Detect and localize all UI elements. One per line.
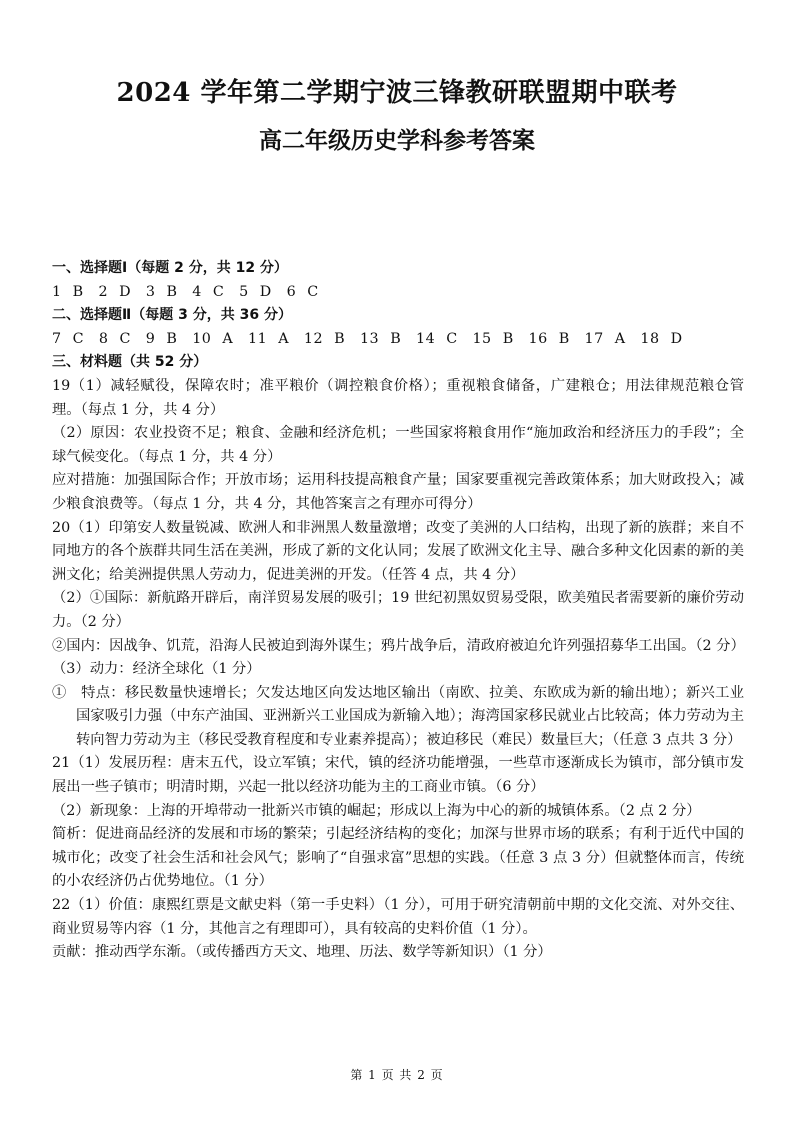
q20-part3-features: ① 特点：移民数量快速增长；欠发达地区向发达地区输出（南欧、拉美、东欧成为新的输出地）；新兴工业国家吸引力强（中东产油国、亚洲新兴工业国成为新输入地）；海湾国家移民就业占比较高；体力劳动为主转向智力劳动为主（移民受教育程度和专业素养提高）；被迫移民（难民）数量巨大；（任意 3 点共 3 分）: [52, 684, 744, 748]
section-3-heading: 三、材料题（共 52 分）: [52, 354, 208, 371]
q21-part2-phenomenon: （2）新现象：上海的开埠带动一批新兴市镇的崛起；形成以上海为中心的新的城镇体系。（2 点 2 分）: [52, 802, 701, 819]
q19-part2-measures: 应对措施：加强国际合作；开放市场；运用科技提高粮食产量；国家要重视完善政策体系；加大财政投入；减少粮食浪费等。（每点 1 分，共 4 分，其他答案言之有理亦可得分）: [52, 472, 744, 512]
q22-part1-contribution: 贡献：推动西学东渐。（或传播西方天文、地理、历法、数学等新知识）（1 分）: [52, 944, 552, 961]
q20-part2-international: （2）①国际：新航路开辟后，南洋贸易发展的吸引；19 世纪初黑奴贸易受限，欧美殖民者需要新的廉价劳动力。（2 分）: [52, 590, 744, 630]
q22-part1-value: 22（1）价值：康熙红票是文献史料（第一手史料）（1 分），可用于研究清朝前中期的文化交流、对外交往、商业贸易等内容（1 分，其他言之有理即可），具有较高的史料价值（1 分）。: [52, 897, 744, 937]
page-number: 第 1 页 共 2 页: [350, 1068, 444, 1082]
q20-part2-domestic: ②国内：因战争、饥荒，沿海人民被迫到海外谋生；鸦片战争后，清政府被迫允许列强招募华工出国。（2 分）: [52, 637, 745, 654]
section-1-heading: 一、选择题Ⅰ（每题 2 分，共 12 分）: [52, 260, 288, 276]
q21-part1: 21（1）发展历程：唐末五代，设立军镇；宋代，镇的经济功能增强，一些草市逐渐成长为镇市，部分镇市发展出一些子镇市；明清时期，兴起一批以经济功能为主的工商业市镇。（6 分）: [52, 755, 744, 796]
section-1-answers: 1 B 2 D 3 B 4 C 5 D 6 C: [52, 283, 319, 300]
exam-title: 2024 学年第二学期宁波三锋教研联盟期中联考: [116, 78, 678, 108]
exam-subtitle: 高二年级历史学科参考答案: [259, 127, 535, 154]
q19-part1: 19（1）减轻赋役，保障农时；准平粮价（调控粮食价格）；重视粮食储备，广建粮仓；用法律规范粮仓管理。（每点 1 分，共 4 分）: [52, 377, 744, 418]
q20-part1: 20（1）印第安人数量锐减、欧洲人和非洲黑人数量激增；改变了美洲的人口结构，出现了新的族群；来自不同地方的各个族群共同生活在美洲，形成了新的文化认同；发展了欧洲文化主导、融合多种文化因素的新的美洲文化；给美洲提供黑人劳动力，促进美洲的开发。（任答 4 点，共 4 分）: [52, 519, 744, 583]
q19-part2-reasons: （2）原因：农业投资不足；粮食、金融和经济危机；一些国家将粮食用作“施加政治和经济压力的手段”；全球气候变化。（每点 1 分，共 4 分）: [52, 425, 744, 465]
section-2-answers: 7 C 8 C 9 B 10 A 11 A 12 B 13 B 14 C 15 B 16 B 17 A 18 D: [52, 330, 683, 347]
section-2-heading: 二、选择题Ⅱ（每题 3 分，共 36 分）: [52, 307, 292, 324]
q21-part2-analysis: 简析：促进商品经济的发展和市场的繁荣；引起经济结构的变化；加深与世界市场的联系；有利于近代中国的城市化；改变了社会生活和社会风气；影响了“自强求富”思想的实践。（任意 3 点 3 分）但就整体而言，传统的小农经济仍占优势地位。（1 分）: [52, 826, 744, 890]
answer-body: [52, 257, 744, 965]
q20-part3-driver: （3）动力：经济全球化（1 分）: [52, 661, 261, 678]
